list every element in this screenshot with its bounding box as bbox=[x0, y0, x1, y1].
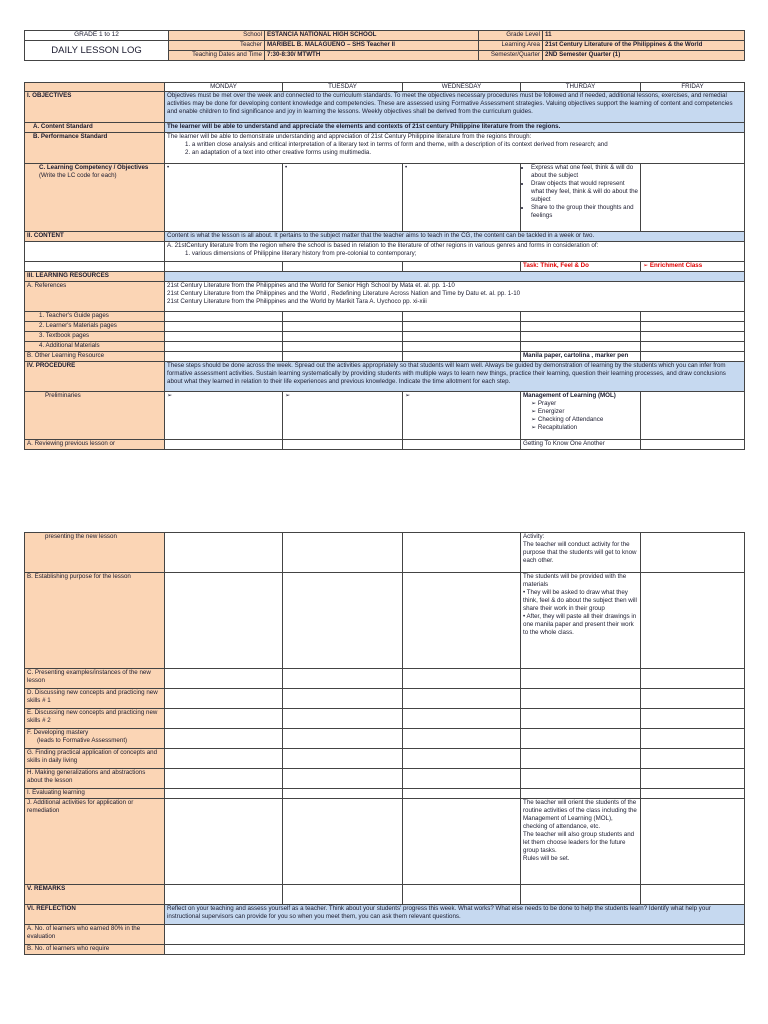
require-remediation-label: B. No. of learners who require bbox=[25, 945, 165, 955]
performance-standard-item-1: 1. a written close analysis and critical interpretation of a literary text in terms of form and theme, with a description of its context derived from research; and bbox=[185, 141, 608, 148]
examples-label: C. Presenting examples/instances of the new lesson bbox=[25, 669, 165, 689]
review-lesson-thursday: Getting To Know One Another bbox=[521, 440, 641, 450]
day-thursday: THURDAY bbox=[521, 83, 641, 92]
content-standard-text: The learner will be able to understand and appreciate the elements and contexts of 21st century Philippine literature from the regions. bbox=[165, 123, 745, 133]
reflection-text: Reflect on your teaching and assess yourself as a teacher. Think about your students' progress this week. What works? What else needs to be done to help the students learn? Identify what help your instructional supervisors can provide for you so when you meet them, you can ask them relevant questions. bbox=[165, 905, 745, 925]
day-tuesday: TUESDAY bbox=[283, 83, 403, 92]
semester-label: Semester/Quarter bbox=[479, 51, 543, 61]
reflection-label: VI. REFLECTION bbox=[25, 905, 165, 925]
activity-text: The teacher will conduct activity for the purpose that the students will get to know each other. bbox=[523, 541, 637, 564]
teachers-guide-label: 1. Teacher's Guide pages bbox=[25, 312, 165, 322]
competency-label: C. Learning Competency / Objectives bbox=[39, 164, 149, 171]
competency-item: • Draw objects that would represent what they feel, think & will do about the subject bbox=[531, 180, 638, 204]
references-list bbox=[165, 282, 745, 312]
review-lesson-label: A. Reviewing previous lesson or bbox=[25, 440, 165, 450]
other-resource-label: B. Other Learning Resource bbox=[25, 352, 165, 362]
preliminaries-wednesday: ➢ bbox=[403, 392, 521, 440]
content-label: II. CONTENT bbox=[25, 232, 165, 242]
procedure-label: IV. PROCEDURE bbox=[25, 362, 165, 392]
friday-task: ➢ Enrichment Class bbox=[641, 262, 745, 272]
content-topic-a: A. 21stCentury literature from the region where the school is based in relation to the literature of other regions in various genres and forms in consideration of: bbox=[167, 242, 599, 249]
purpose-label: B. Establishing purpose for the lesson bbox=[25, 573, 165, 669]
school-label: School bbox=[169, 31, 265, 41]
discuss-2-label: E. Discussing new concepts and practicing new skills # 2 bbox=[25, 709, 165, 729]
competency-wednesday: • bbox=[403, 164, 521, 232]
references-label: A. References bbox=[25, 282, 165, 312]
mol-item: ➢ Recapitulation bbox=[523, 424, 638, 432]
teacher-label: Teacher bbox=[169, 41, 265, 51]
preliminaries-label: Preliminaries bbox=[25, 392, 165, 440]
other-resource-thursday: Manila paper, cartolina , marker pen bbox=[521, 352, 641, 362]
dates-value: 7:30-8:30/ MTWTH bbox=[265, 51, 479, 61]
grade-level-value: 11 bbox=[543, 31, 745, 41]
content-standard-label: A. Content Standard bbox=[25, 123, 165, 133]
thursday-task: Task: Think, Feel & Do bbox=[521, 262, 641, 272]
additional-line-1: The teacher will orient the students of the routine activities of the class including the Management of Learning (MOL), checking of attendance, etc. bbox=[523, 799, 637, 830]
dates-label: Teaching Dates and Time bbox=[169, 51, 265, 61]
reference-item: 21st Century Literature from the Philippines and the World by Marikit Tara A. Uychoco pp. xi-xiii bbox=[167, 298, 427, 305]
purpose-thursday bbox=[521, 573, 641, 669]
competency-note: (Write the LC code for each) bbox=[39, 172, 117, 179]
purpose-line-1: The students will be provided with the materials bbox=[523, 573, 627, 588]
objectives-text: Objectives must be met over the week and connected to the curriculum standards. To meet the objectives necessary procedures must be followed and if needed, additional lessons, exercises, and remedial activities may be done for developing content knowledge and competencies. These are assessed using Formative Assessment strategies. Valuing objectives support the learning of content and competencies and enable children to find significance and joy in learning the lessons. Weekly objectives shall be derived from the curriculum guides. bbox=[165, 92, 745, 123]
mol-item: ➢ Checking of Attendance bbox=[523, 416, 638, 424]
performance-standard-label: B. Performance Standard bbox=[25, 133, 165, 164]
performance-standard-intro: The learner will be able to demonstrate understanding and appreciation of 21st Century Philippine literature from the regions through: bbox=[167, 133, 532, 140]
semester-value: 2ND Semester Quarter (1) bbox=[543, 51, 745, 61]
resources-label: III. LEARNING RESOURCES bbox=[25, 272, 165, 282]
generalization-label: H. Making generalizations and abstractions about the lesson bbox=[25, 769, 165, 789]
teacher-value: MARIBEL B. MALAGUEÑO – SHS Teacher II bbox=[265, 41, 479, 51]
school-value: ESTANCIA NATIONAL HIGH SCHOOL bbox=[265, 31, 479, 41]
lesson-log-header bbox=[24, 30, 744, 61]
learners-materials-label: 2. Learner's Materials pages bbox=[25, 322, 165, 332]
additional-materials-label: 4. Additional Materials bbox=[25, 342, 165, 352]
day-friday: FRIDAY bbox=[641, 83, 745, 92]
additional-line-2: The teacher will also group students and let them choose leaders for the future group tasks. bbox=[523, 831, 635, 854]
mastery-label: F. Developing mastery bbox=[27, 729, 89, 736]
learning-area-value: 21st Century Literature of the Philippines & the World bbox=[543, 41, 745, 51]
lesson-log-page-1 bbox=[24, 82, 744, 450]
grade-range: GRADE 1 to 12 bbox=[25, 31, 169, 41]
document-title: DAILY LESSON LOG bbox=[25, 41, 169, 61]
learning-area-label: Learning Area bbox=[479, 41, 543, 51]
competency-monday: • bbox=[165, 164, 283, 232]
purpose-line-3: • After, they will paste all their drawings in one manila paper and present their work to the whole class. bbox=[523, 613, 637, 636]
reference-item: 21st Century Literature from the Philippines and the World , Redefining Literature Across Nation and Time by Datu et. al. pp. 1-10 bbox=[167, 290, 521, 297]
day-wednesday: WEDNESDAY bbox=[403, 83, 521, 92]
review-lesson-label-cont: presenting the new lesson bbox=[25, 533, 165, 573]
grade-level-label: Grade Level bbox=[479, 31, 543, 41]
preliminaries-tuesday: ➢ bbox=[283, 392, 403, 440]
performance-standard-item-2: 2. an adaptation of a text into other creative forms using multimedia. bbox=[185, 149, 372, 156]
additional-activities-thursday bbox=[521, 799, 641, 885]
lesson-log-page-2 bbox=[24, 532, 744, 955]
reference-item: 21st Century Literature from the Philippines and the World for Senior High School by Mata et. al. pp. 1-10 bbox=[167, 282, 455, 289]
day-monday: MONDAY bbox=[165, 83, 283, 92]
content-topic-cell bbox=[165, 242, 745, 262]
competency-tuesday: • bbox=[283, 164, 403, 232]
procedure-text: These steps should be done across the week. Spread out the activities appropriately so that students will learn well. Always be guided by demonstration of learning by the students which you can infer from formative assessment activities. Sustain learning systematically by providing students with multiple ways to learn new things, practice their learning, question their learning processes, and draw conclusions about what they learned in relation to their life experiences and previous knowledge. Indicate the time allotment for each step. bbox=[165, 362, 745, 392]
discuss-1-label: D. Discussing new concepts and practicing new skills # 1 bbox=[25, 689, 165, 709]
purpose-line-2: • They will be asked to draw what they think, feel & do about the subject then will share their work in their group bbox=[523, 589, 637, 612]
content-text: Content is what the lesson is all about. It pertains to the subject matter that the teacher aims to teach in the CG, the content can be tackled in a week or two. bbox=[165, 232, 745, 242]
competency-item: • Express what one feel, think & will do about the subject bbox=[531, 164, 638, 180]
content-topic-a1: 1. various dimensions of Philippine literary history from pre-colonial to contemporary; bbox=[185, 250, 417, 257]
preliminaries-monday: ➢ bbox=[165, 392, 283, 440]
preliminaries-thursday bbox=[521, 392, 641, 440]
mastery-label-cell bbox=[25, 729, 165, 749]
textbook-label: 3. Textbook pages bbox=[25, 332, 165, 342]
competency-item: • Share to the group their thoughts and feelings bbox=[531, 204, 638, 220]
mastery-note: (leads to Formative Assessment) bbox=[37, 737, 128, 744]
review-lesson-activity bbox=[521, 533, 641, 573]
additional-activities-label: J. Additional activities for application or remediation bbox=[25, 799, 165, 885]
objectives-label: I. OBJECTIVES bbox=[25, 92, 165, 123]
additional-line-3: Rules will be set. bbox=[523, 855, 570, 862]
competency-thursday bbox=[521, 164, 641, 232]
activity-title: Activity: bbox=[523, 533, 545, 540]
mol-item: ➢ Prayer bbox=[523, 400, 638, 408]
earned-80-label: A. No. of learners who earned 80% in the evaluation bbox=[25, 925, 165, 945]
mol-title: Management of Learning (MOL) bbox=[523, 392, 616, 399]
remarks-label: V. REMARKS bbox=[25, 885, 165, 905]
application-label: G. Finding practical application of concepts and skills in daily living bbox=[25, 749, 165, 769]
mol-item: ➢ Energizer bbox=[523, 408, 638, 416]
evaluation-label: I. Evaluating learning bbox=[25, 789, 165, 799]
performance-standard-cell bbox=[165, 133, 745, 164]
competency-label-cell bbox=[25, 164, 165, 232]
